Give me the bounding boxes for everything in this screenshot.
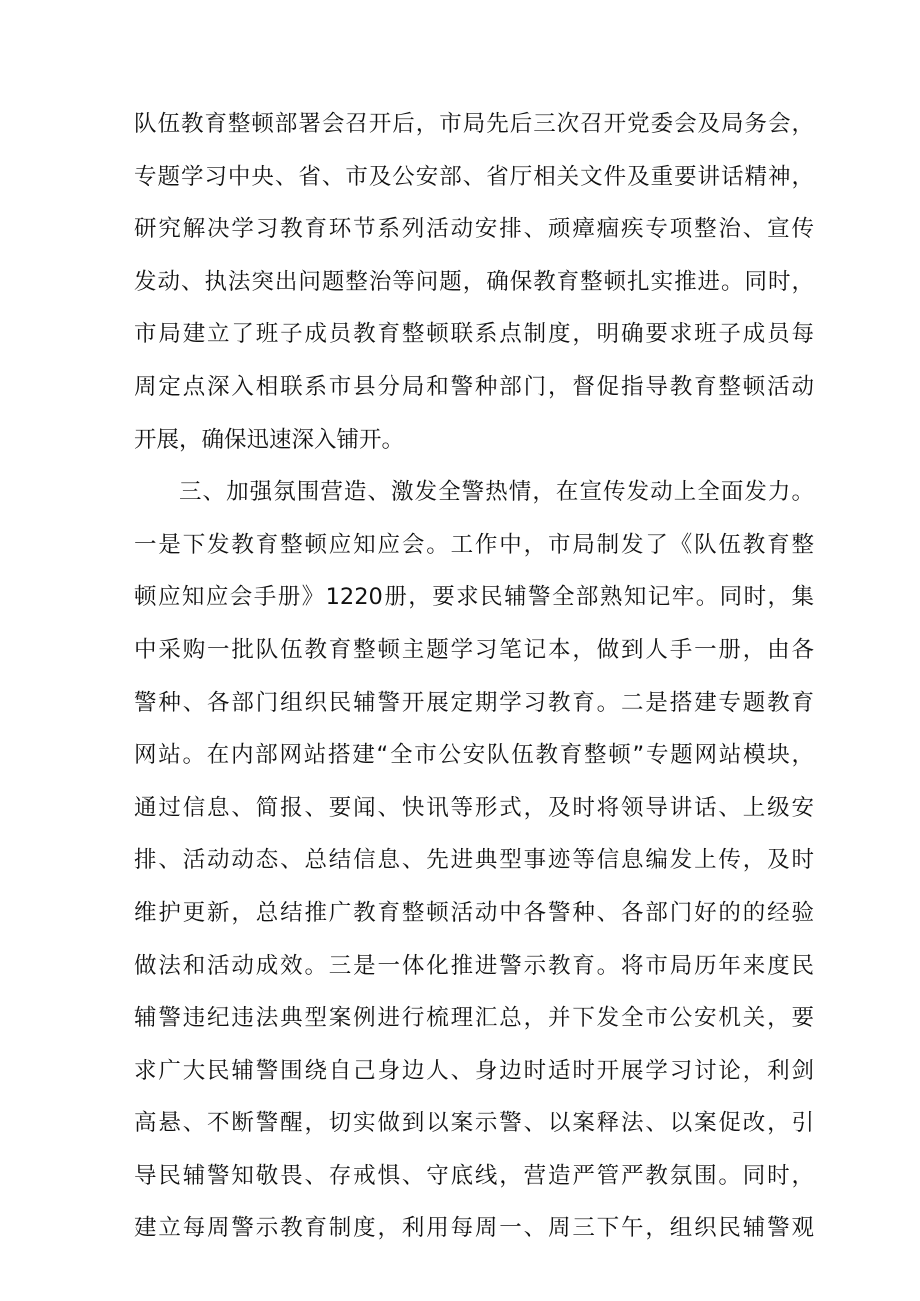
text-line: 网站。在内部网站搭建“全市公安队伍教育整顿”专题网站模块， (134, 742, 814, 769)
text-line: 周定点深入相联系市县分局和警种部门，督促指导教育整顿活动 (134, 373, 814, 400)
text-line: 警种、各部门组织民辅警开展定期学习教育。二是搭建专题教育 (134, 689, 814, 716)
text-line: 辅警违纪违法典型案例进行梳理汇总，并下发全市公安机关，要 (134, 1005, 814, 1032)
text-line: 建立每周警示教育制度，利用每周一、周三下午，组织民辅警观 (134, 1215, 814, 1242)
text-line: 队伍教育整顿部署会召开后，市局先后三次召开党委会及局务会， (134, 111, 814, 137)
text-line: 市局建立了班子成员教育整顿联系点制度，明确要求班子成员每 (134, 321, 814, 348)
text-line: 发动、执法突出问题整治等问题，确保教育整顿扎实推进。同时， (134, 268, 814, 295)
text-line: 求广大民辅警围绕自己身边人、身边时适时开展学习讨论，利剑 (134, 1057, 814, 1084)
text-line: 研究解决学习教育环节系列活动安排、顽瘴痼疾专项整治、宣传 (134, 216, 814, 243)
text-line: 做法和活动成效。三是一体化推进警示教育。将市局历年来度民 (134, 952, 814, 979)
text-line: 导民辅警知敬畏、存戒惧、守底线，营造严管严教氛围。同时， (134, 1162, 814, 1189)
text-line: 通过信息、简报、要闻、快讯等形式，及时将领导讲话、上级安 (134, 794, 814, 821)
text-line: 开展，确保迅速深入铺开。 (134, 426, 405, 453)
section-heading-line: 三、加强氛围营造、激发全警热情，在宣传发动上全面发力。 (179, 479, 814, 506)
text-line: 一是下发教育整顿应知应会。工作中，市局制发了《队伍教育整 (134, 531, 814, 558)
text-line: 中采购一批队伍教育整顿主题学习笔记本，做到人手一册，由各 (134, 636, 814, 663)
text-line: 专题学习中央、省、市及公安部、省厅相关文件及重要讲话精神， (134, 163, 814, 190)
text-line: 高悬、不断警醒，切实做到以案示警、以案释法、以案促改，引 (134, 1110, 814, 1137)
text-line: 顿应知应会手册》1220册，要求民辅警全部熟知记牢。同时，集 (134, 584, 814, 611)
body-text (134, 98, 814, 1255)
text-line: 维护更新，总结推广教育整顿活动中各警种、各部门好的的经验 (134, 899, 814, 926)
text-line: 排、活动动态、总结信息、先进典型事迹等信息编发上传，及时 (134, 847, 814, 874)
